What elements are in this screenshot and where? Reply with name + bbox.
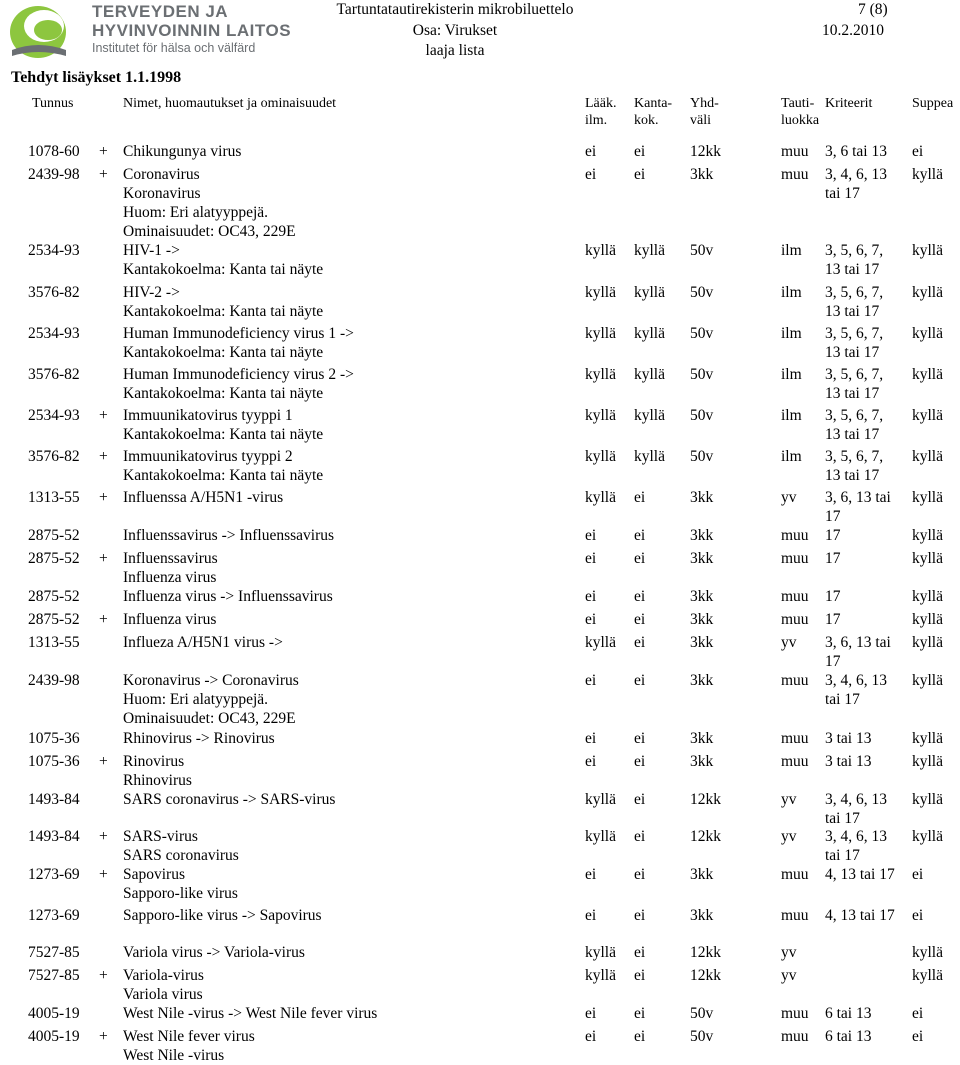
row-kriteerit: 13 tai 17 <box>825 344 880 361</box>
col-header-laak-1: Lääk. <box>585 96 617 111</box>
row-plus-marker: + <box>99 967 108 984</box>
col-header-kanta-2: kok. <box>634 113 659 128</box>
row-laak: ei <box>585 907 597 924</box>
row-laak: kyllä <box>585 284 616 301</box>
row-name: SARS-virus <box>123 828 198 845</box>
row-suppea: kyllä <box>912 967 943 984</box>
row-kriteerit: 3, 4, 6, 13 <box>825 828 887 845</box>
row-name: Influenza virus -> Influenssavirus <box>123 588 333 605</box>
row-name: Immuunikatovirus tyyppi 1 <box>123 407 293 424</box>
row-tauti: yv <box>781 944 797 961</box>
row-suppea: kyllä <box>912 527 943 544</box>
row-kriteerit: 13 tai 17 <box>825 467 880 484</box>
row-suppea: kyllä <box>912 588 943 605</box>
row-tauti: muu <box>781 588 809 605</box>
row-suppea: ei <box>912 866 924 883</box>
row-code: 2534-93 <box>28 325 80 342</box>
row-kriteerit: 3 tai 13 <box>825 730 872 747</box>
row-name-note: Sapporo-like virus <box>123 885 238 902</box>
logo-line-3: Institutet för hälsa och välfärd <box>92 41 256 55</box>
row-laak: kyllä <box>585 325 616 342</box>
row-suppea: kyllä <box>912 753 943 770</box>
row-yhd: 3kk <box>690 730 714 747</box>
col-header-tauti-1: Tauti- <box>781 96 815 111</box>
row-name-note: Rhinovirus <box>123 772 192 789</box>
row-laak: ei <box>585 166 597 183</box>
row-code: 2875-52 <box>28 588 80 605</box>
row-kriteerit: 3, 6, 13 tai <box>825 634 891 651</box>
row-name: Rhinovirus -> Rinovirus <box>123 730 275 747</box>
row-code: 2875-52 <box>28 550 80 567</box>
row-kanta: kyllä <box>634 325 665 342</box>
document-title: Tartuntatautirekisterin mikrobiluettelo <box>336 1 574 18</box>
row-tauti: muu <box>781 753 809 770</box>
row-yhd: 3kk <box>690 634 714 651</box>
row-kanta: ei <box>634 907 646 924</box>
row-name: Influeza A/H5N1 virus -> <box>123 634 283 651</box>
row-name: Immuunikatovirus tyyppi 2 <box>123 448 293 465</box>
row-kriteerit: 17 <box>825 508 841 525</box>
row-yhd: 12kk <box>690 791 721 808</box>
row-code: 4005-19 <box>28 1028 80 1045</box>
col-header-yhd-2: väli <box>690 113 711 128</box>
row-name-note: Huom: Eri alatyyppejä. <box>123 204 269 221</box>
row-laak: ei <box>585 1028 597 1045</box>
row-tauti: ilm <box>781 366 802 383</box>
row-yhd: 3kk <box>690 550 714 567</box>
row-kanta: ei <box>634 550 646 567</box>
row-name-note: Kantakokoelma: Kanta tai näyte <box>123 344 324 361</box>
row-kriteerit: tai 17 <box>825 185 860 202</box>
row-name: West Nile fever virus <box>123 1028 255 1045</box>
row-plus-marker: + <box>99 166 108 183</box>
row-laak: ei <box>585 753 597 770</box>
row-name: Influenssavirus -> Influenssavirus <box>123 527 335 544</box>
row-yhd: 3kk <box>690 753 714 770</box>
row-kriteerit: 3, 5, 6, 7, <box>825 366 884 383</box>
row-yhd: 3kk <box>690 866 714 883</box>
row-kriteerit: 13 tai 17 <box>825 385 880 402</box>
row-tauti: ilm <box>781 448 802 465</box>
row-kriteerit: 13 tai 17 <box>825 426 880 443</box>
row-name: West Nile -virus -> West Nile fever virus <box>123 1005 378 1022</box>
row-kanta: kyllä <box>634 242 665 259</box>
row-name-note: Kantakokoelma: Kanta tai näyte <box>123 426 324 443</box>
row-plus-marker: + <box>99 753 108 770</box>
row-kriteerit: 17 <box>825 588 841 605</box>
row-suppea: kyllä <box>912 672 943 689</box>
row-yhd: 50v <box>690 284 714 301</box>
row-kriteerit: 13 tai 17 <box>825 303 880 320</box>
row-name: Human Immunodeficiency virus 2 -> <box>123 366 354 383</box>
row-yhd: 50v <box>690 1005 714 1022</box>
logo-line-1: TERVEYDEN JA <box>92 2 229 21</box>
row-code: 2875-52 <box>28 611 80 628</box>
row-code: 4005-19 <box>28 1005 80 1022</box>
row-tauti: muu <box>781 1028 809 1045</box>
row-kanta: ei <box>634 967 646 984</box>
row-kriteerit: 3, 5, 6, 7, <box>825 284 884 301</box>
row-code: 1313-55 <box>28 489 80 506</box>
row-name-note: Huom: Eri alatyyppejä. <box>123 691 269 708</box>
row-code: 2875-52 <box>28 527 80 544</box>
document-section: Osa: Virukset <box>412 22 498 39</box>
row-kanta: ei <box>634 944 646 961</box>
page-number: 7 (8) <box>858 1 888 18</box>
thl-logo-icon <box>8 4 70 60</box>
row-kanta: kyllä <box>634 407 665 424</box>
row-laak: kyllä <box>585 967 616 984</box>
row-suppea: kyllä <box>912 828 943 845</box>
row-laak: kyllä <box>585 407 616 424</box>
row-name: Variola virus -> Variola-virus <box>123 944 305 961</box>
row-code: 7527-85 <box>28 944 80 961</box>
row-tauti: muu <box>781 1005 809 1022</box>
row-code: 2534-93 <box>28 407 80 424</box>
col-header-laak-2: ilm. <box>585 113 608 128</box>
row-suppea: kyllä <box>912 730 943 747</box>
row-laak: kyllä <box>585 242 616 259</box>
row-kanta: ei <box>634 489 646 506</box>
row-laak: ei <box>585 866 597 883</box>
row-kriteerit: tai 17 <box>825 847 860 864</box>
row-laak: kyllä <box>585 448 616 465</box>
row-yhd: 12kk <box>690 944 721 961</box>
row-yhd: 50v <box>690 242 714 259</box>
row-code: 1078-60 <box>28 143 80 160</box>
row-tauti: ilm <box>781 407 802 424</box>
row-code: 3576-82 <box>28 448 80 465</box>
row-plus-marker: + <box>99 1028 108 1045</box>
row-yhd: 12kk <box>690 967 721 984</box>
row-laak: ei <box>585 730 597 747</box>
row-name-note: Ominaisuudet: OC43, 229E <box>123 223 296 240</box>
row-kriteerit: 4, 13 tai 17 <box>825 866 895 883</box>
row-yhd: 3kk <box>690 611 714 628</box>
row-kriteerit: 17 <box>825 550 841 567</box>
row-tauti: ilm <box>781 325 802 342</box>
row-kriteerit: 3, 5, 6, 7, <box>825 407 884 424</box>
row-kriteerit: 3, 5, 6, 7, <box>825 325 884 342</box>
row-suppea: kyllä <box>912 611 943 628</box>
col-header-yhd-1: Yhd- <box>690 96 719 111</box>
row-kriteerit: 6 tai 13 <box>825 1005 872 1022</box>
row-tauti: ilm <box>781 242 802 259</box>
row-kriteerit: 17 <box>825 653 841 670</box>
row-kriteerit: 3, 4, 6, 13 <box>825 791 887 808</box>
row-tauti: yv <box>781 967 797 984</box>
row-kanta: ei <box>634 753 646 770</box>
row-kriteerit: 17 <box>825 527 841 544</box>
row-code: 1273-69 <box>28 907 80 924</box>
row-suppea: ei <box>912 1028 924 1045</box>
row-tauti: yv <box>781 634 797 651</box>
row-plus-marker: + <box>99 550 108 567</box>
row-kanta: kyllä <box>634 284 665 301</box>
row-code: 7527-85 <box>28 967 80 984</box>
row-tauti: muu <box>781 143 809 160</box>
row-tauti: yv <box>781 489 797 506</box>
row-suppea: kyllä <box>912 791 943 808</box>
row-tauti: muu <box>781 907 809 924</box>
col-header-tunnus: Tunnus <box>32 96 74 111</box>
row-tauti: muu <box>781 527 809 544</box>
row-name-note: Kantakokoelma: Kanta tai näyte <box>123 261 324 278</box>
row-name: Sapovirus <box>123 866 185 883</box>
row-yhd: 50v <box>690 325 714 342</box>
row-name: Variola-virus <box>123 967 204 984</box>
row-suppea: kyllä <box>912 366 943 383</box>
col-header-kanta-1: Kanta- <box>634 96 673 111</box>
row-yhd: 3kk <box>690 588 714 605</box>
row-suppea: kyllä <box>912 489 943 506</box>
row-kriteerit: 3, 5, 6, 7, <box>825 448 884 465</box>
row-kanta: ei <box>634 1028 646 1045</box>
row-kanta: ei <box>634 672 646 689</box>
row-name-note: Kantakokoelma: Kanta tai näyte <box>123 467 324 484</box>
row-name-note: West Nile -virus <box>123 1047 225 1064</box>
logo-line-2: HYVINVOINNIN LAITOS <box>92 21 292 40</box>
row-suppea: kyllä <box>912 407 943 424</box>
row-name: Influenssa A/H5N1 -virus <box>123 489 284 506</box>
document-list-type: laaja lista <box>425 42 485 59</box>
row-kanta: ei <box>634 828 646 845</box>
row-name: Influenza virus <box>123 611 217 628</box>
row-tauti: muu <box>781 730 809 747</box>
col-header-tauti-2: luokka <box>781 113 820 128</box>
col-header-nimet: Nimet, huomautukset ja ominaisuudet <box>123 96 337 111</box>
row-tauti: muu <box>781 866 809 883</box>
row-kanta: ei <box>634 1005 646 1022</box>
row-name: HIV-1 -> <box>123 242 180 259</box>
row-yhd: 3kk <box>690 672 714 689</box>
row-laak: ei <box>585 588 597 605</box>
row-laak: ei <box>585 1005 597 1022</box>
row-suppea: kyllä <box>912 448 943 465</box>
row-laak: kyllä <box>585 791 616 808</box>
row-yhd: 3kk <box>690 166 714 183</box>
row-suppea: kyllä <box>912 325 943 342</box>
row-kanta: ei <box>634 791 646 808</box>
row-code: 2439-98 <box>28 672 80 689</box>
row-kriteerit: 3 tai 13 <box>825 753 872 770</box>
row-tauti: ilm <box>781 284 802 301</box>
row-code: 1075-36 <box>28 753 80 770</box>
row-name: Sapporo-like virus -> Sapovirus <box>123 907 322 924</box>
row-tauti: muu <box>781 166 809 183</box>
row-kanta: kyllä <box>634 366 665 383</box>
row-code: 1313-55 <box>28 634 80 651</box>
row-plus-marker: + <box>99 143 108 160</box>
row-kanta: ei <box>634 866 646 883</box>
row-suppea: kyllä <box>912 634 943 651</box>
row-laak: ei <box>585 611 597 628</box>
row-kriteerit: 3, 4, 6, 13 <box>825 166 887 183</box>
row-yhd: 12kk <box>690 828 721 845</box>
row-yhd: 50v <box>690 448 714 465</box>
row-name-note: Kantakokoelma: Kanta tai näyte <box>123 303 324 320</box>
col-header-kriteerit: Kriteerit <box>825 96 873 111</box>
row-name: Chikungunya virus <box>123 143 242 160</box>
row-laak: kyllä <box>585 944 616 961</box>
row-laak: ei <box>585 527 597 544</box>
row-laak: kyllä <box>585 489 616 506</box>
row-tauti: muu <box>781 550 809 567</box>
row-name-note: Influenza virus <box>123 569 217 586</box>
row-code: 1493-84 <box>28 828 80 845</box>
row-plus-marker: + <box>99 448 108 465</box>
row-name: Influenssavirus <box>123 550 218 567</box>
row-kriteerit: 3, 6, 13 tai <box>825 489 891 506</box>
row-kanta: kyllä <box>634 448 665 465</box>
row-tauti: muu <box>781 611 809 628</box>
col-header-suppea: Suppea <box>912 96 954 111</box>
row-kriteerit: tai 17 <box>825 691 860 708</box>
row-name: Koronavirus -> Coronavirus <box>123 672 299 689</box>
row-name: HIV-2 -> <box>123 284 180 301</box>
row-suppea: kyllä <box>912 284 943 301</box>
row-plus-marker: + <box>99 828 108 845</box>
row-code: 2439-98 <box>28 166 80 183</box>
row-suppea: ei <box>912 143 924 160</box>
row-laak: kyllä <box>585 366 616 383</box>
row-yhd: 50v <box>690 1028 714 1045</box>
row-name: Human Immunodeficiency virus 1 -> <box>123 325 354 342</box>
row-plus-marker: + <box>99 489 108 506</box>
row-suppea: ei <box>912 1005 924 1022</box>
row-code: 2534-93 <box>28 242 80 259</box>
changes-heading: Tehdyt lisäykset 1.1.1998 <box>11 69 182 86</box>
row-kanta: ei <box>634 527 646 544</box>
row-yhd: 50v <box>690 366 714 383</box>
row-name: Rinovirus <box>123 753 185 770</box>
row-suppea: kyllä <box>912 944 943 961</box>
row-code: 1075-36 <box>28 730 80 747</box>
row-laak: ei <box>585 672 597 689</box>
row-yhd: 12kk <box>690 143 721 160</box>
row-name: Coronavirus <box>123 166 200 183</box>
row-yhd: 50v <box>690 407 714 424</box>
row-name-note: Ominaisuudet: OC43, 229E <box>123 710 296 727</box>
row-laak: ei <box>585 143 597 160</box>
row-laak: kyllä <box>585 828 616 845</box>
row-name-note: Variola virus <box>123 986 203 1003</box>
row-kanta: ei <box>634 634 646 651</box>
row-kanta: ei <box>634 730 646 747</box>
row-kanta: ei <box>634 611 646 628</box>
row-kanta: ei <box>634 166 646 183</box>
row-kriteerit: 4, 13 tai 17 <box>825 907 895 924</box>
row-plus-marker: + <box>99 407 108 424</box>
row-tauti: muu <box>781 672 809 689</box>
row-yhd: 3kk <box>690 527 714 544</box>
row-kriteerit: 13 tai 17 <box>825 261 880 278</box>
row-kanta: ei <box>634 143 646 160</box>
row-code: 3576-82 <box>28 284 80 301</box>
row-kriteerit: 3, 6 tai 13 <box>825 143 887 160</box>
row-tauti: yv <box>781 828 797 845</box>
row-name-note: Koronavirus <box>123 185 201 202</box>
row-code: 3576-82 <box>28 366 80 383</box>
row-laak: kyllä <box>585 634 616 651</box>
row-laak: ei <box>585 550 597 567</box>
row-kriteerit: 17 <box>825 611 841 628</box>
row-code: 1273-69 <box>28 866 80 883</box>
row-plus-marker: + <box>99 866 108 883</box>
row-kanta: ei <box>634 588 646 605</box>
thl-logo <box>4 2 294 64</box>
row-code: 1493-84 <box>28 791 80 808</box>
row-kriteerit: 3, 4, 6, 13 <box>825 672 887 689</box>
row-yhd: 3kk <box>690 907 714 924</box>
row-plus-marker: + <box>99 611 108 628</box>
document-date: 10.2.2010 <box>822 22 884 39</box>
row-name-note: Kantakokoelma: Kanta tai näyte <box>123 385 324 402</box>
row-kriteerit: 6 tai 13 <box>825 1028 872 1045</box>
row-suppea: kyllä <box>912 166 943 183</box>
row-kriteerit: tai 17 <box>825 810 860 827</box>
row-name-note: SARS coronavirus <box>123 847 239 864</box>
row-yhd: 3kk <box>690 489 714 506</box>
row-suppea: kyllä <box>912 550 943 567</box>
row-name: SARS coronavirus -> SARS-virus <box>123 791 336 808</box>
row-suppea: ei <box>912 907 924 924</box>
row-tauti: yv <box>781 791 797 808</box>
row-kriteerit: 3, 5, 6, 7, <box>825 242 884 259</box>
row-suppea: kyllä <box>912 242 943 259</box>
